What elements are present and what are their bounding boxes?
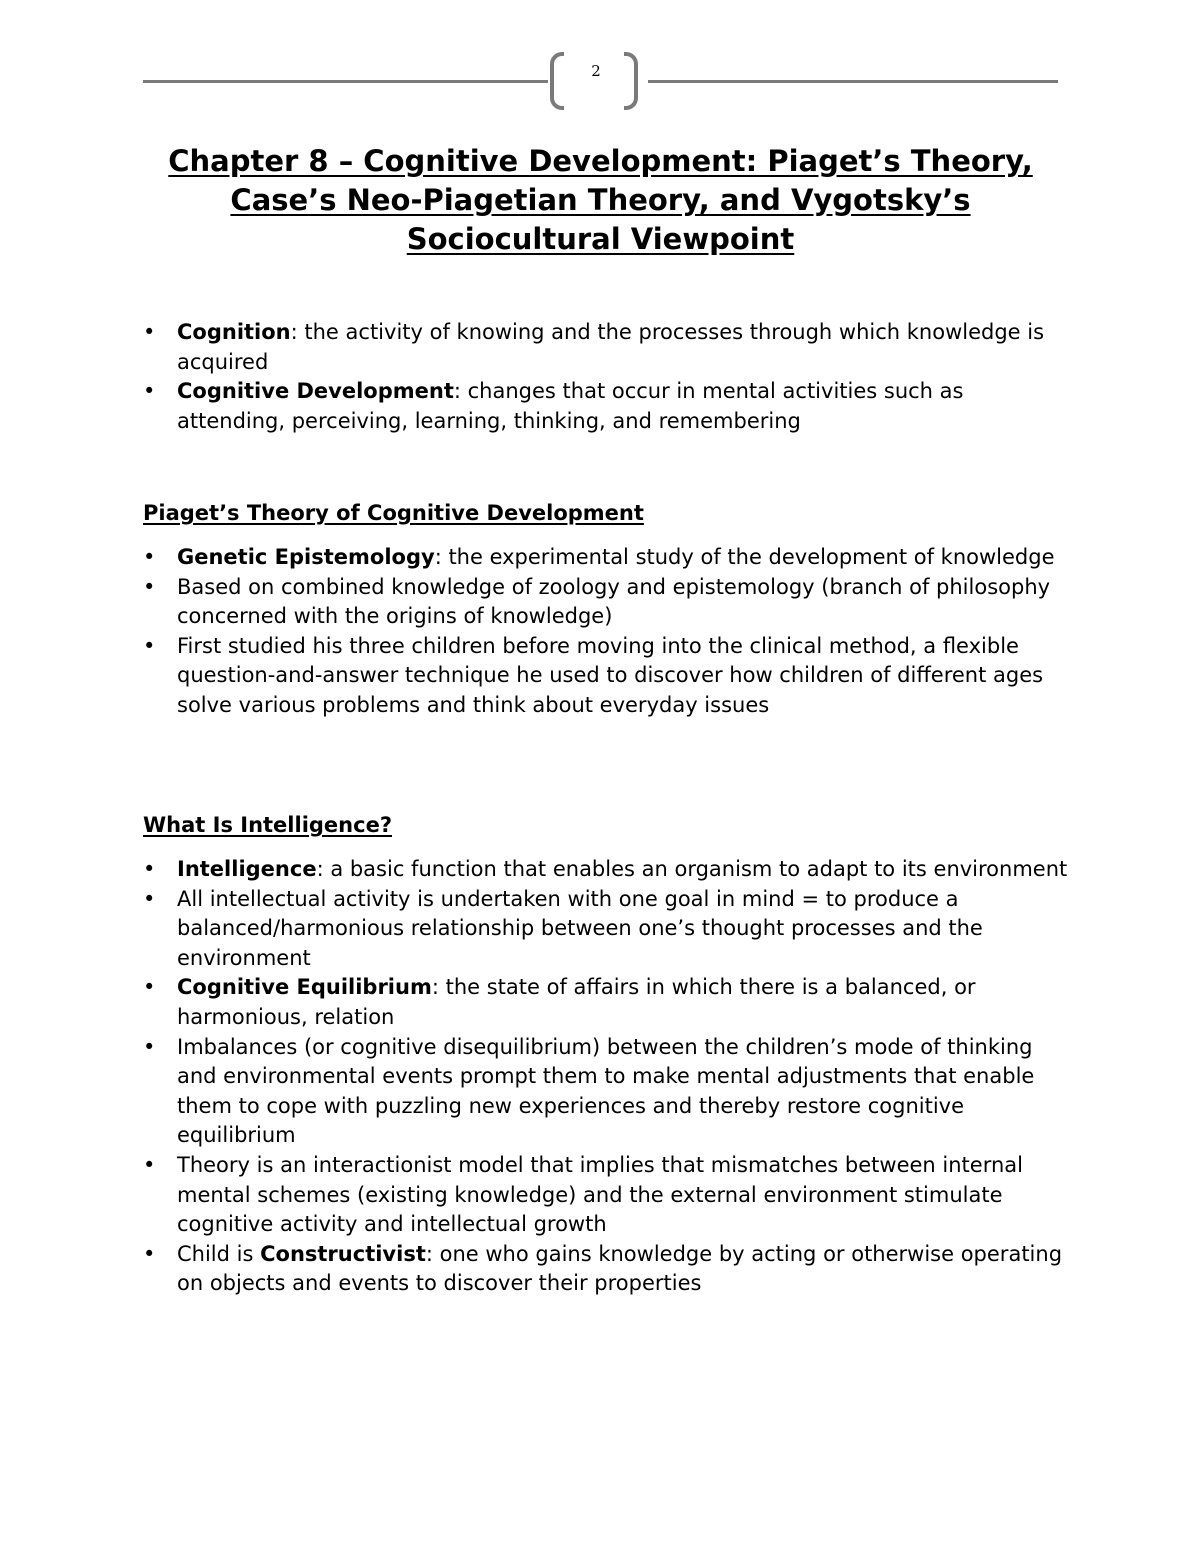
term: Cognitive Equilibrium (177, 975, 432, 1000)
item-prefix: Child is (177, 1241, 261, 1266)
definition: : changes that occur in mental activities such as attending, perceiving, learning, thinking, and remembering (177, 379, 964, 433)
definition: : the state of affairs in which there is a balanced, or harmonious, relation (177, 975, 976, 1029)
definition: : one who gains knowledge by acting or otherwise operating on objects and events to discover their properties (177, 1241, 1063, 1296)
list-item (143, 1033, 1068, 1151)
list-item (143, 318, 1068, 377)
list-item (143, 855, 1068, 885)
section-heading-piaget: Piaget’s Theory of Cognitive Development (143, 501, 644, 525)
term: Intelligence (177, 857, 317, 881)
list-item (143, 1151, 1068, 1240)
item-text: All intellectual activity is undertaken with one goal in mind = to produce a balanced/harmonious relationship between one’s thought processes and the environment (177, 886, 983, 970)
item-text: Theory is an interactionist model that implies that mismatches between internal mental schemes (existing knowledge) and the external environment stimulate cognitive activity and intellectual growth (177, 1152, 1023, 1237)
list-item (143, 543, 1068, 573)
list-item (143, 885, 1068, 974)
section-heading-intelligence: What Is Intelligence? (143, 813, 392, 837)
item-text: Imbalances (or cognitive disequilibrium) between the children’s mode of thinking and environmental events prompt them to make mental adjustments that enable them to cope with puzzling new experiences and thereby restore cognitive equilibrium (177, 1034, 1035, 1148)
term: Cognitive Development (177, 379, 454, 404)
piaget-list (143, 543, 1068, 721)
page-number-bracket-right (624, 52, 638, 110)
list-item (143, 973, 1068, 1032)
page-number: 2 (591, 62, 601, 80)
definition: : the activity of knowing and the processes through which knowledge is acquired (177, 320, 1045, 374)
intelligence-list (143, 855, 1068, 1299)
intro-list (143, 318, 1068, 436)
list-item (143, 632, 1068, 721)
term: Cognition (177, 320, 291, 344)
term: Constructivist (260, 1241, 426, 1266)
term: Genetic Epistemology (177, 545, 435, 569)
definition: : the experimental study of the development of knowledge (434, 545, 1055, 569)
page-number-bracket-left (550, 52, 564, 110)
item-text: First studied his three children before moving into the clinical method, a flexible question-and-answer technique he used to discover how children of different ages solve various problems and think about everyday issues (177, 633, 1044, 717)
definition: : a basic function that enables an organism to adapt to its environment (316, 857, 1068, 881)
header-rule-right (648, 80, 1058, 83)
item-text: Based on combined knowledge of zoology and epistemology (branch of philosophy concerned with the origins of knowledge) (177, 574, 1051, 629)
header-rule-left (143, 80, 548, 83)
list-item (143, 573, 1068, 632)
list-item (143, 377, 1068, 436)
list-item (143, 1240, 1068, 1299)
page-title: Chapter 8 – Cognitive Development: Piaget’s Theory, Case’s Neo-Piagetian Theory, and Vygotsky’s Sociocultural Viewpoint (168, 144, 1033, 256)
